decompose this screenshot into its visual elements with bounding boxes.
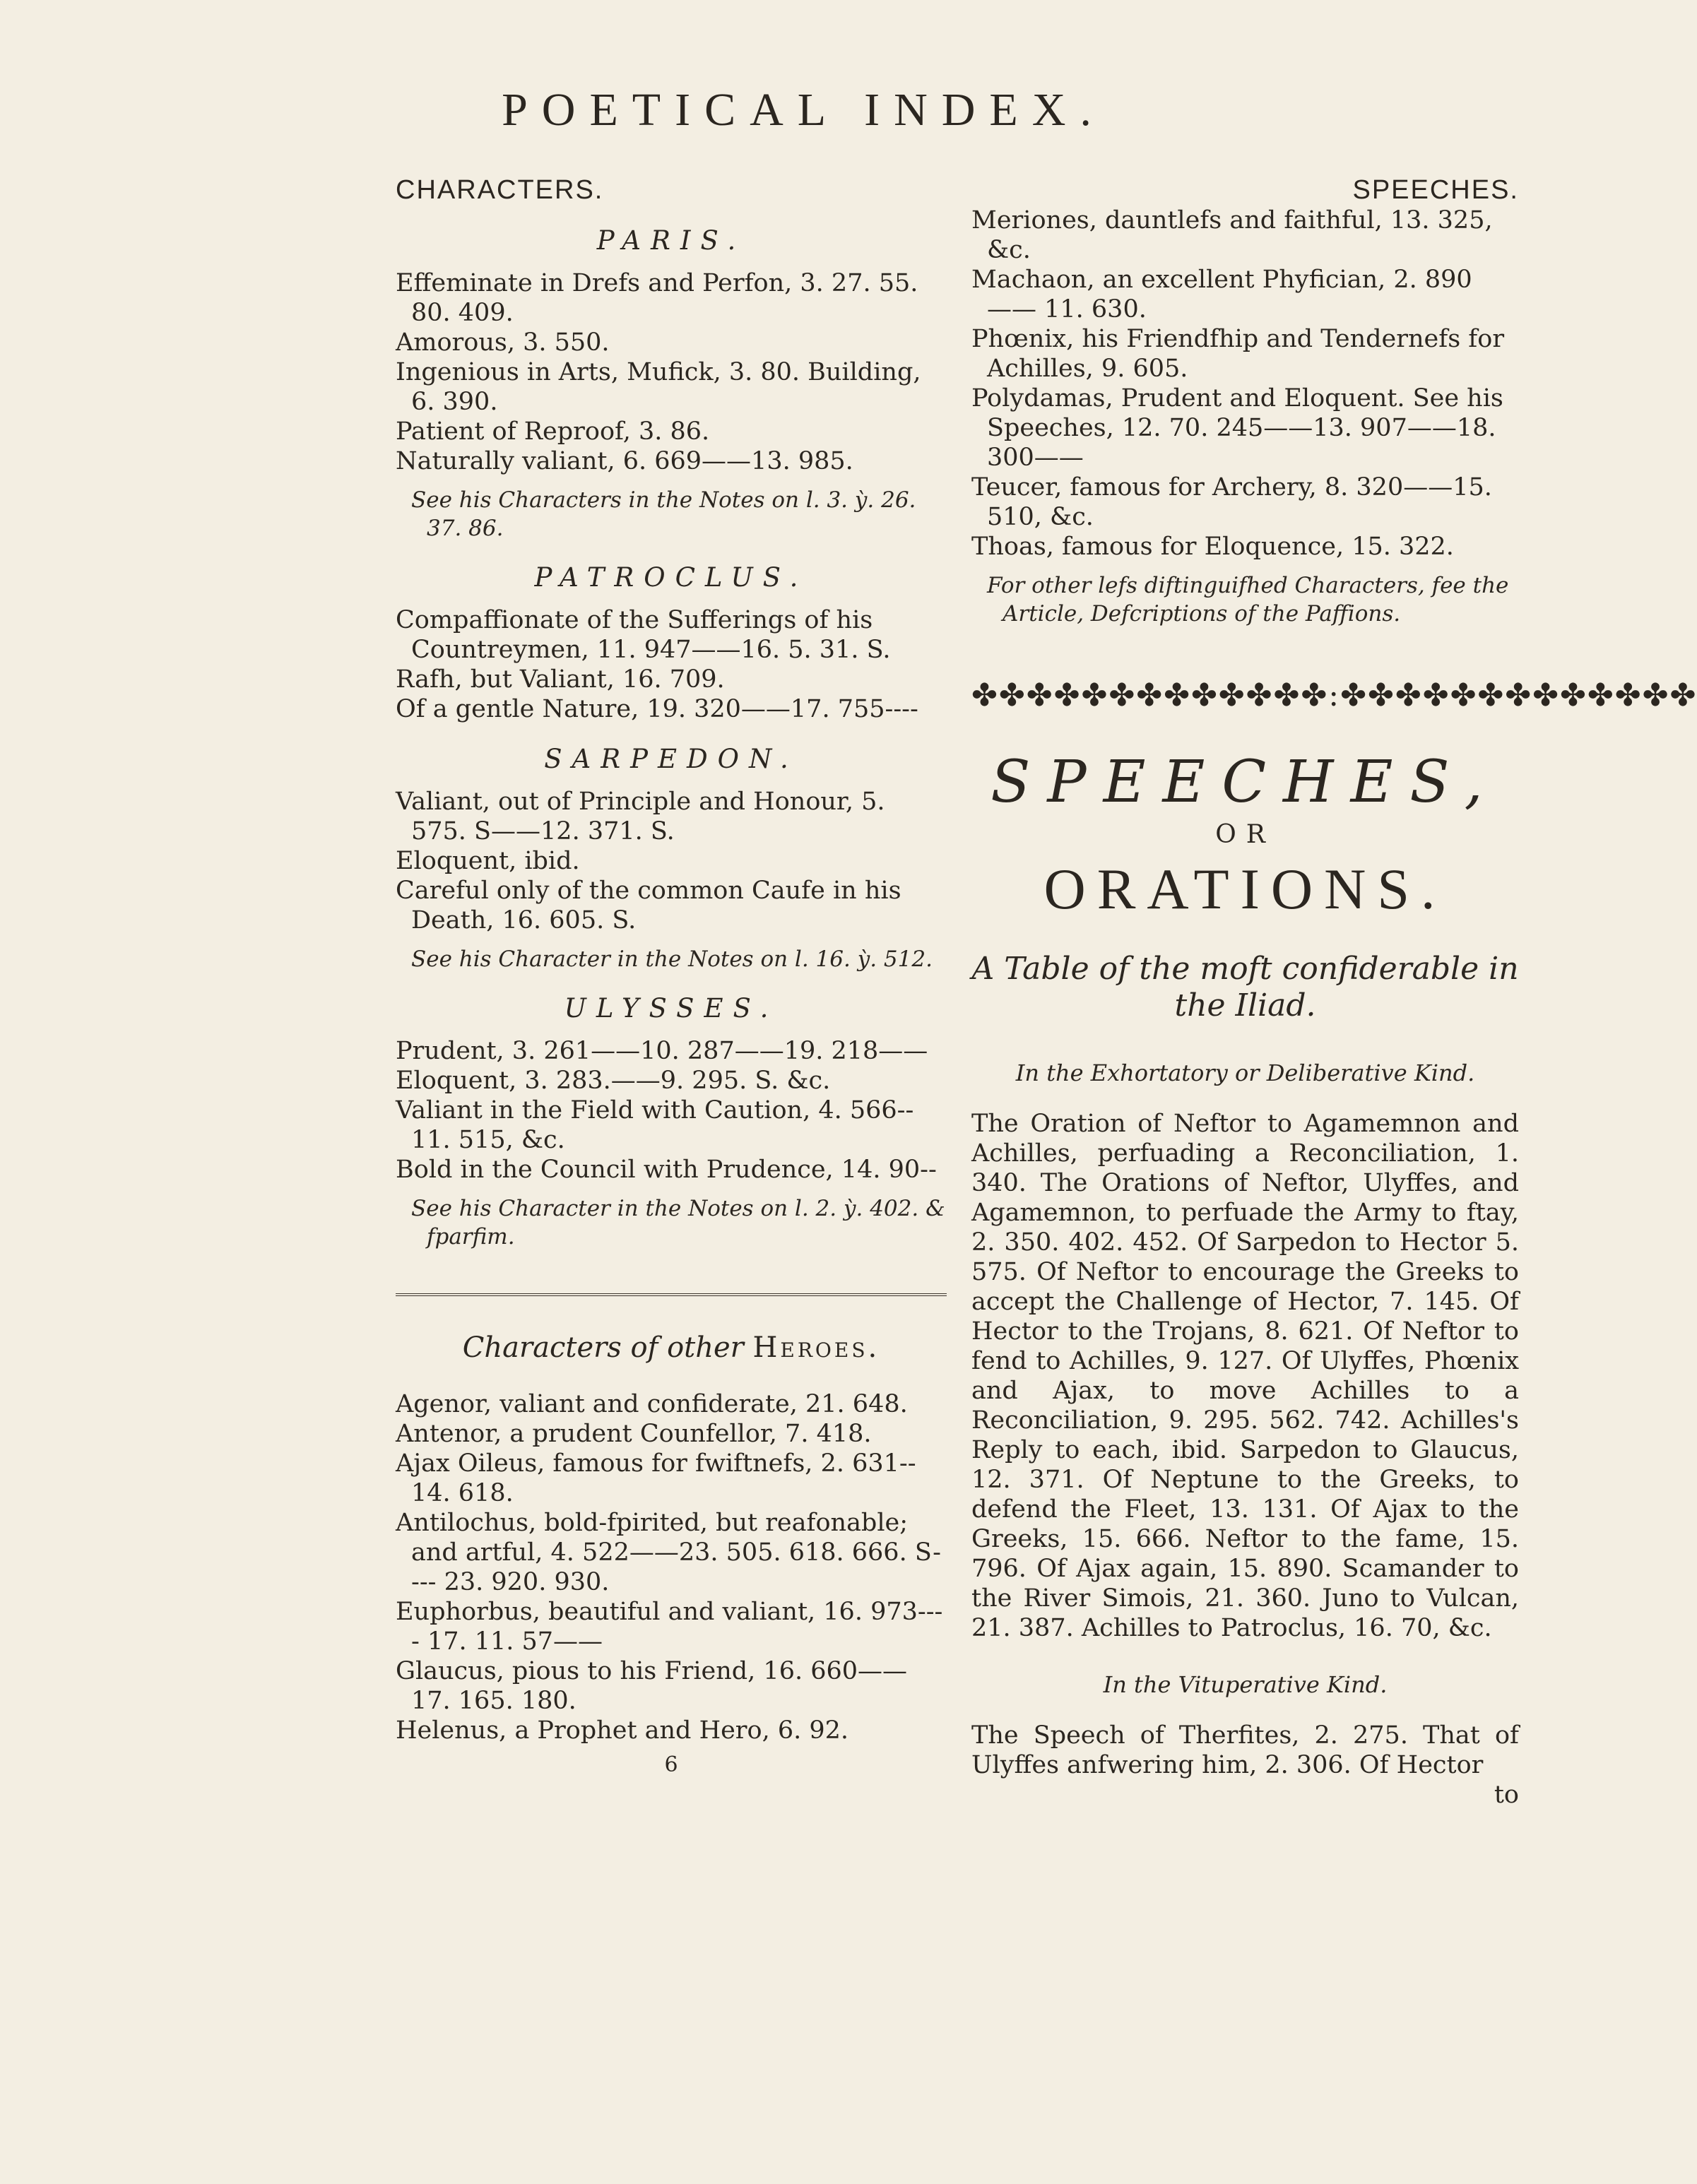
hero-entry: Ajax Oileus, famous for fwiftnefs, 2. 631-- 14. 618. — [396, 1449, 916, 1507]
index-entry: Meriones, dauntlefs and faithful, 13. 325, &c. — [971, 206, 1493, 264]
kind-heading-exhortatory: In the Exhortatory or Deliberative Kind. — [1015, 1060, 1475, 1086]
ornament-band: ✤✤✤✤✤✤✤✤✤✤✤✤✤:✤✤✤✤✤✤✤✤✤✤✤✤✤ — [971, 677, 1697, 713]
character-group-paris — [396, 225, 947, 542]
kind-heading-vituperative: In the Vituperative Kind. — [1103, 1671, 1388, 1698]
index-entry: Amorous, 3. 550. — [396, 328, 610, 357]
orations-title: ORATIONS. — [1043, 857, 1447, 921]
character-name: ULYSSES. — [564, 993, 779, 1023]
index-entry: Effeminate in Drefs and Perfon, 3. 27. 55. 80. 409. — [396, 269, 918, 327]
hero-entry: Antilochus, bold-fpirited, but reafonable; and artful, 4. 522——23. 505. 618. 666. S---- 23. 920. 930. — [396, 1509, 941, 1596]
heroes-heading-caps: Heroes. — [752, 1331, 880, 1364]
index-entry: Valiant in the Field with Caution, 4. 566-- 11. 515, &c. — [396, 1096, 914, 1154]
catchword: to — [1494, 1781, 1519, 1809]
hero-entry: Euphorbus, beautiful and valiant, 16. 973---- 17. 11. 57—— — [396, 1598, 943, 1656]
character-name: PARIS. — [596, 225, 746, 256]
index-entry: Naturally valiant, 6. 669——13. 985. — [396, 447, 853, 475]
index-note: For other lefs diftinguifhed Characters, fee the Article, Defcriptions of the Paffions. — [987, 573, 1509, 627]
character-group-sarpedon — [396, 744, 947, 973]
index-entry: Machaon, an excellent Phyfician, 2. 890—— 11. 630. — [971, 266, 1472, 324]
right-column — [971, 175, 1697, 1810]
index-entry: Bold in the Council with Prudence, 14. 90-- — [396, 1156, 937, 1184]
hero-entry: Glaucus, pious to his Friend, 16. 660—— 17. 165. 180. — [396, 1657, 908, 1715]
index-entry: Prudent, 3. 261——10. 287——19. 218—— — [396, 1037, 928, 1065]
left-column — [396, 175, 947, 1777]
character-name: PATROCLUS. — [534, 562, 808, 593]
index-entry: Eloquent, 3. 283.——9. 295. S. &c. — [396, 1067, 831, 1095]
index-entry: Phœnix, his Friendfhip and Tendernefs for Achilles, 9. 605. — [971, 325, 1505, 383]
section-heading-characters: CHARACTERS. — [396, 175, 604, 205]
index-entry: Teucer, famous for Archery, 8. 320——15. 510, &c. — [971, 473, 1492, 531]
index-entry: Compaffionate of the Sufferings of his Countreymen, 11. 947——16. 5. 31. S. — [396, 606, 891, 664]
speech-paragraph: The Oration of Neftor to Agamemnon and Achilles, perfuading a Reconciliation, 1. 340. The Orations of Neftor, Ulyffes, and Agamemnon, to perfuade the Army to ftay, 2. 350. 402. 452. Of Sarpedon to Hector 5. 575. Of Neftor to encourage the Greeks to accept the Challenge of Hector, 7. 145. Of Hector to the Trojans, 8. 621. Of Neftor to fend to Achilles, 9. 127. Of Ulyffes, Phœnix and Ajax, to move Achilles to a Reconciliation, 9. 295. 562. 742. Achilles's Reply to each, ibid. Sarpedon to Glaucus, 12. 371. Of Neptune to the Greeks, to defend the Fleet, 13. 131. Of Ajax to the Greeks, 15. 666. Neftor to the fame, 15. 796. Of Ajax again, 15. 890. Scamander to the River Simois, 21. 360. Juno to Vulcan, 21. 387. Achilles to Patroclus, 16. 70, &c. — [971, 1110, 1519, 1642]
or-word: OR — [1215, 820, 1275, 849]
page-title: POETICAL INDEX. — [502, 84, 1106, 136]
index-note: See his Character in the Notes on l. 16. ỳ. 512. — [411, 946, 933, 972]
index-entry: Of a gentle Nature, 19. 320——17. 755---- — [396, 695, 918, 723]
speeches-title: SPEECHES, — [991, 749, 1500, 816]
index-entry: Valiant, out of Principle and Honour, 5. 575. S——12. 371. S. — [396, 788, 885, 845]
page-number: 6 — [664, 1752, 678, 1777]
table-title: A Table of the moft confiderable in the Iliad. — [971, 951, 1519, 1023]
heroes-heading-italic: Characters of other — [462, 1331, 744, 1364]
section-divider — [396, 1293, 947, 1296]
index-note: See his Characters in the Notes on l. 3. ỳ. 26. 37. 86. — [411, 487, 916, 541]
section-heading-speeches: SPEECHES. — [1352, 175, 1519, 205]
character-group-ulysses — [396, 993, 947, 1251]
hero-entry: Helenus, a Prophet and Hero, 6. 92. — [396, 1716, 849, 1745]
character-group-patroclus — [396, 562, 947, 724]
index-note: See his Character in the Notes on l. 2. ỳ. 402. & fparfim. — [411, 1196, 945, 1250]
index-entry: Ingenious in Arts, Mufick, 3. 80. Building, 6. 390. — [396, 358, 921, 416]
index-entry: Patient of Reproof, 3. 86. — [396, 417, 710, 446]
index-entry: Careful only of the common Caufe in his Death, 16. 605. S. — [396, 877, 901, 934]
hero-entry: Agenor, valiant and confiderate, 21. 648. — [396, 1390, 908, 1418]
index-entry: Eloquent, ibid. — [396, 847, 580, 875]
speech-paragraph: The Speech of Therfites, 2. 275. That of Ulyffes anfwering him, 2. 306. Of Hector — [971, 1721, 1519, 1779]
index-entry: Rafh, but Valiant, 16. 709. — [396, 665, 725, 694]
character-name: SARPEDON. — [544, 744, 798, 774]
heroes-heading — [396, 1331, 947, 1364]
index-entry: Polydamas, Prudent and Eloquent. See his Speeches, 12. 70. 245——13. 907——18. 300—— — [971, 384, 1503, 472]
index-entry: Thoas, famous for Eloquence, 15. 322. — [971, 533, 1454, 561]
hero-entry: Antenor, a prudent Counfellor, 7. 418. — [396, 1420, 872, 1448]
